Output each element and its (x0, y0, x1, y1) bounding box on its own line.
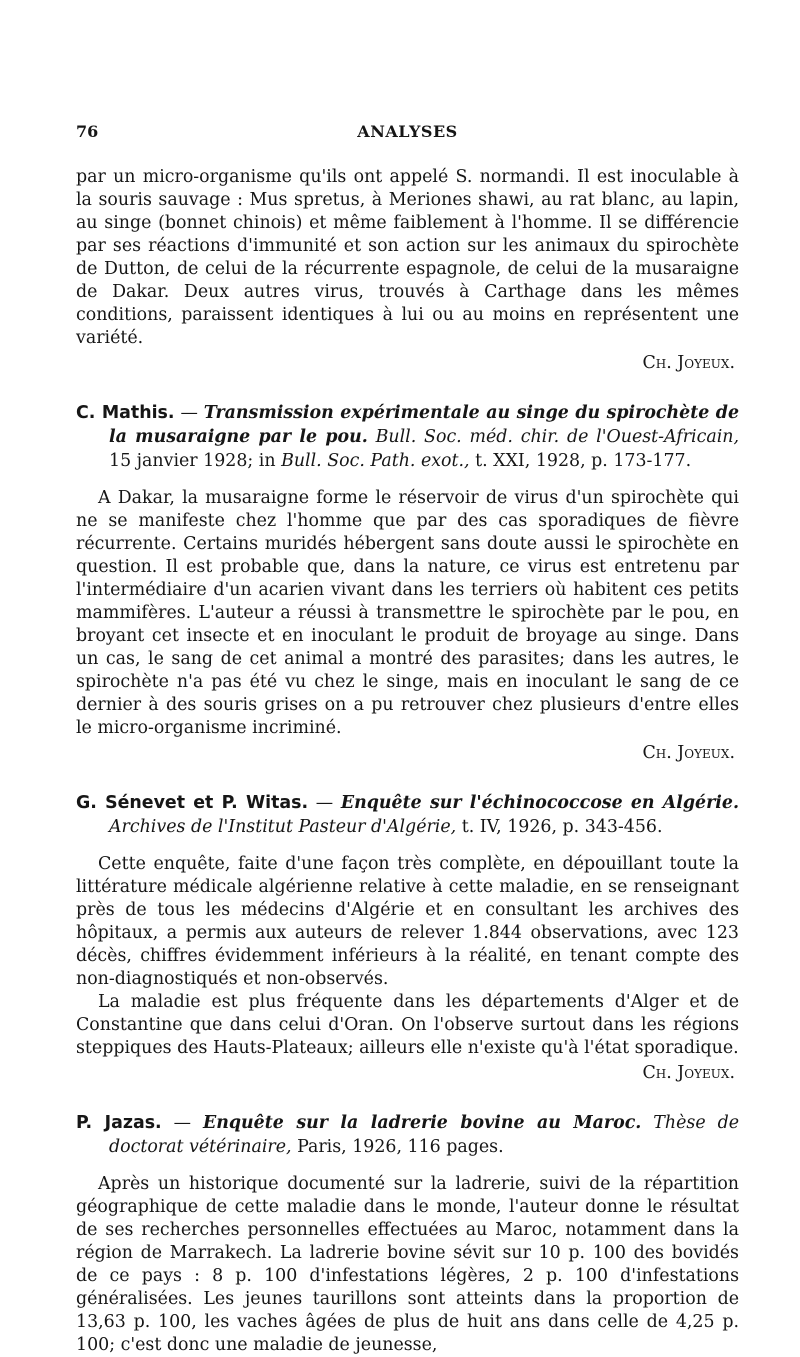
citation-details: t. IV, 1926, p. 343-456. (456, 817, 663, 837)
author: C. Mathis. (76, 403, 175, 423)
journal-name: Thèse de doctorat vétérinaire, (109, 1113, 739, 1157)
author: P. Jazas. (76, 1113, 162, 1133)
abstract-jazas (76, 1111, 739, 1357)
abstract-senevet-witas (76, 791, 739, 1085)
paragraph: Cette enquête, faite d'une façon très complète, en dépouillant toute la littérature médicale algérienne relative à cette maladie, en se renseignant près de tous les médecins d'Algérie et en consultant les archives des hôpitaux, a permis aux auteurs de relever 1.844 observations, avec 123 décès, chiffres évidemment inférieurs à la réalité, en tenant compte des non-diagnostiqués et non-observés. (76, 854, 739, 989)
article-title: Enquête sur la ladrerie bovine au Maroc. (202, 1113, 642, 1133)
author: G. Sénevet et P. Witas. (76, 793, 309, 813)
citation-dash: — (174, 403, 204, 423)
paragraph: La maladie est plus fréquente dans les départements d'Alger et de Constantine que dans celui d'Oran. On l'observe surtout dans les régions steppiques des Hauts-Plateaux; ailleurs elle n'existe qu'à l'état sporadique. (76, 992, 739, 1058)
abstract-mathis (76, 401, 739, 765)
page-number: 76 (76, 122, 99, 141)
running-title: ANALYSES (357, 122, 458, 141)
citation-details: Paris, 1926, 116 pages. (291, 1137, 504, 1157)
journal-name: Archives de l'Institut Pasteur d'Algérie, (109, 817, 457, 837)
citation-details: 15 janvier 1928; in (109, 451, 282, 471)
intro-continuation (76, 166, 739, 375)
article-title: Transmission expérimentale au singe du spirochète de la musaraigne par le pou. (109, 403, 740, 447)
citation (76, 401, 739, 473)
journal-name: Bull. Soc. méd. chir. de l'Ouest-Africain, (367, 427, 739, 447)
signature: Ch. Joyeux. (642, 743, 735, 763)
page-header (76, 120, 739, 144)
citation-details-2: t. XXI, 1928, p. 173-177. (469, 451, 692, 471)
paragraph: par un micro-organisme qu'ils ont appelé S. normandi. Il est inoculable à la souris sauvage : Mus spretus, à Meriones shawi, au rat blanc, au lapin, au singe (bonnet chinois) et même faiblement à l'homme. Il se différencie par ses réactions d'immunité et son action sur les animaux du spirochète de Dutton, de celui de la récurrente espagnole, de celui de la musaraigne de Dakar. Deux autres virus, trouvés à Carthage dans les mêmes conditions, paraissent identiques à lui ou au moins en représentent une variété. (76, 167, 739, 348)
text-column (76, 166, 739, 1357)
citation-dash: — (161, 1113, 203, 1133)
citation (76, 1111, 739, 1159)
paragraph: Après un historique documenté sur la ladrerie, suivi de la répartition géographique de cette maladie dans le monde, l'auteur donne le résultat de ses recherches personnelles effectuées au Maroc, notamment dans la région de Marrakech. La ladrerie bovine sévit sur 10 p. 100 des bovidés de ce pays : 8 p. 100 d'infestations légères, 2 p. 100 d'infestations généralisées. Les jeunes taurillons sont atteints dans la proportion de 13,63 p. 100, les vaches âgées de plus de huit ans dans celle de 4,25 p. 100; c'est donc une maladie de jeunesse, (76, 1174, 739, 1355)
signature: Ch. Joyeux. (642, 1063, 735, 1083)
citation (76, 791, 739, 839)
citation-dash: — (308, 793, 341, 813)
paragraph: A Dakar, la musaraigne forme le réservoir de virus d'un spirochète qui ne se manifeste chez l'homme que par des cas sporadiques de fièvre récurrente. Certains muridés hébergent sans doute aussi le spirochète en question. Il est probable que, dans la nature, ce virus est entretenu par l'intermédiaire d'un acarien vivant dans les terriers où habitent ces petits mammifères. L'auteur a réussi à transmettre le spirochète par le pou, en broyant cet insecte et en inoculant le produit de broyage au singe. Dans un cas, le sang de cet animal a montré des parasites; dans les autres, le spirochète n'a pas été vu chez le singe, mais en inoculant le sang de ce dernier à des souris grises on a pu retrouver chez plusieurs d'entre elles le micro-organisme incriminé. (76, 488, 739, 738)
article-title: Enquête sur l'échinococcose en Algérie. (340, 793, 739, 813)
journal-name-2: Bull. Soc. Path. exot., (281, 451, 470, 471)
signature: Ch. Joyeux. (642, 353, 735, 373)
